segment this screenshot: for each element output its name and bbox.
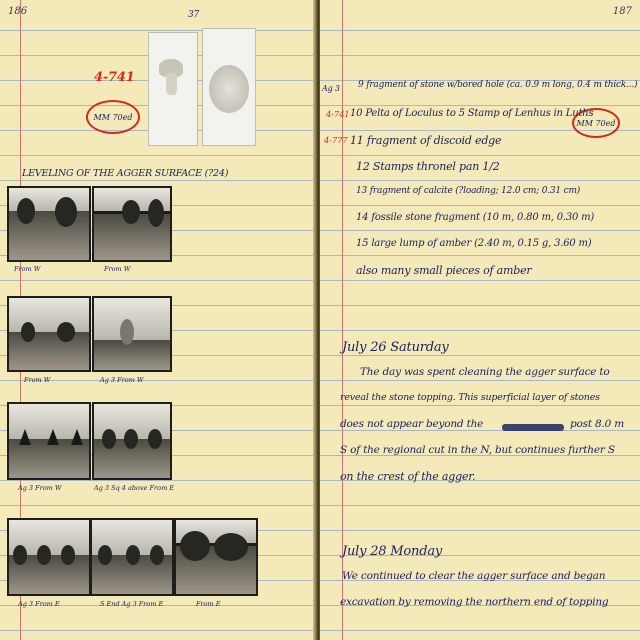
- left-page: [0, 0, 316, 640]
- list-item: 12 Stamps thronel pan 1/2: [356, 160, 500, 173]
- site-photo: [174, 518, 258, 596]
- entry-date-1: July 26 Saturday: [342, 340, 449, 355]
- list-item: 14 fossile stone fragment (10 m, 0.80 m, 0.30 m): [356, 212, 595, 223]
- page-number-left: 186: [8, 6, 28, 17]
- site-photo: [7, 518, 91, 596]
- page-number-right: 187: [612, 6, 632, 17]
- list-item: 10 Pelta of Loculus to 5 Stamp of Lenhus in Luths: [350, 108, 594, 119]
- photo-caption: From W: [24, 376, 51, 384]
- entry-line: excavation by removing the northern end of topping: [340, 596, 609, 608]
- site-photo: [92, 402, 172, 480]
- section-heading: LEVELING OF THE AGGER SURFACE (?24): [22, 168, 229, 179]
- photo-caption: Ag 3 From E: [18, 600, 60, 608]
- list-item: 13 fragment of calcite (?loading; 12.0 cm; 0.31 cm): [356, 186, 581, 196]
- entry-date-2: July 28 Monday: [342, 544, 443, 559]
- crossed-out-word: [502, 424, 564, 431]
- entry-line: does not appear beyond the: [340, 418, 484, 430]
- oval-label: MM 70ed: [576, 118, 616, 128]
- ag-label: Ag 3: [322, 84, 340, 93]
- photo-caption: Ag 3 Sq 4 above From E: [94, 484, 175, 492]
- photo-caption: Ag 3 From W: [100, 376, 144, 384]
- red-id-2: 4-777: [324, 136, 348, 146]
- site-photo: [90, 518, 174, 596]
- museum-oval: [86, 100, 140, 134]
- right-page: [320, 0, 640, 640]
- oval-label: MM 70ed: [93, 112, 133, 122]
- list-item: 15 large lump of amber (2.40 m, 0.15 g, 3.60 m): [356, 238, 592, 249]
- site-photo: [7, 296, 91, 372]
- list-item: 9 fragment of stone w/bored hole (ca. 0.9 m long, 0.4 m thick...): [358, 80, 638, 90]
- object-photo-1: [148, 32, 198, 146]
- photo-caption: From W: [14, 265, 41, 273]
- entry-line-tail: post 8.0 m: [570, 418, 624, 430]
- photo-caption: From W: [104, 265, 131, 273]
- photo-caption: From E: [196, 600, 221, 608]
- entry-line: reveal the stone topping. This superficial layer of stones: [340, 392, 600, 403]
- list-footer: also many small pieces of amber: [356, 264, 532, 277]
- entry-line: We continued to clear the agger surface and began: [342, 570, 606, 582]
- red-id-1: 4-741: [326, 110, 350, 120]
- top-mark: 37: [188, 10, 200, 20]
- object-photo-2: [202, 28, 256, 146]
- entry-line: S of the regional cut in the N, but continues further S: [340, 444, 615, 456]
- entry-line: The day was spent cleaning the agger surface to: [360, 366, 610, 378]
- site-photo: [92, 186, 172, 262]
- site-photo: [7, 186, 91, 262]
- entry-line: on the crest of the agger.: [340, 470, 476, 483]
- specimen-id: 4-741: [94, 70, 135, 85]
- site-photo: [92, 296, 172, 372]
- list-item: 11 fragment of discoid edge: [350, 134, 502, 147]
- site-photo: [7, 402, 91, 480]
- photo-caption: S End Ag 3 From E: [100, 600, 164, 608]
- photo-caption: Ag 3 From W: [18, 484, 62, 492]
